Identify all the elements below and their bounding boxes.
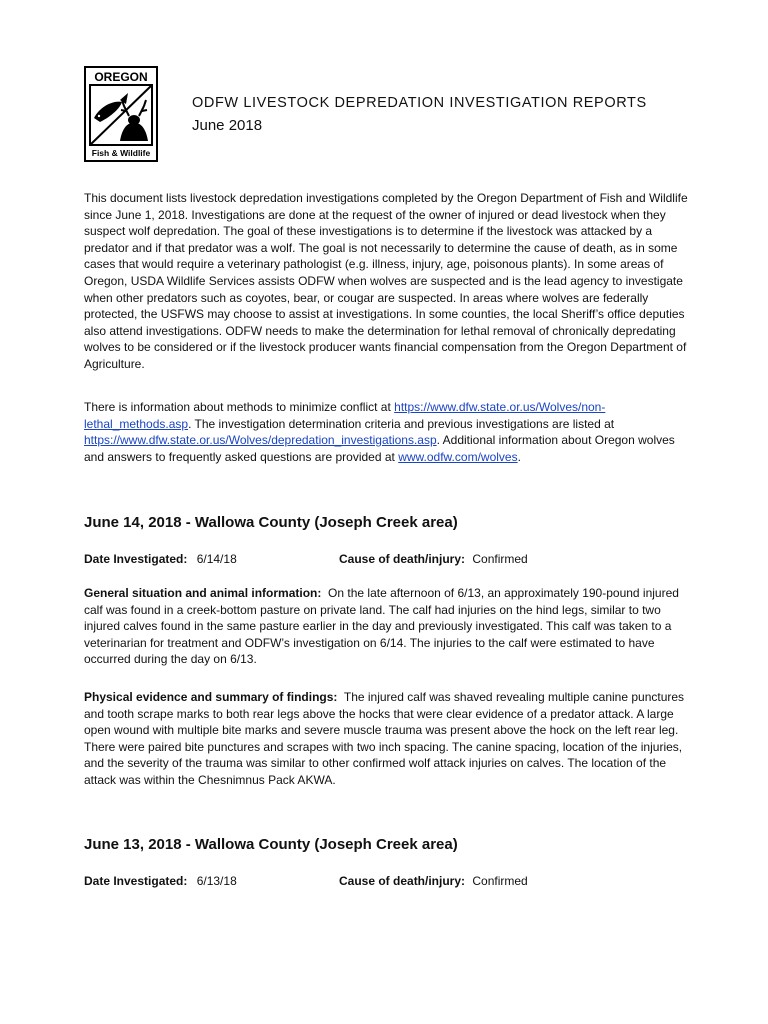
resources-text-1: There is information about methods to minimize conflict at <box>84 400 395 414</box>
date-investigated-label: Date Investigated: <box>84 874 188 888</box>
non-lethal-methods-link[interactable]: https://www.dfw.state.or.us/Wolves/non-lethal_methods.asp <box>84 400 606 431</box>
odfw-wolves-link[interactable]: www.odfw.com/wolves <box>398 449 518 464</box>
cause-cell <box>339 874 528 888</box>
report-meta-june-14 <box>84 552 688 566</box>
physical-evidence-text: The injured calf was shaved revealing multiple canine punctures and tooth scrape marks to both rear legs above the hocks that were clear evidence of a predator attack. A large open wound with multiple bite marks and severe muscle trauma was present above the hock on the left rear leg. There were paired bite punctures and scrapes with two inch spacing. The canine spacing, location of the injuries, and the severity of the trauma was similar to other confirmed wolf attack injuries on calves. The location of the attack was within the Chesnimnus Pack AKWA. <box>84 690 685 787</box>
date-investigated-value: 6/13/18 <box>196 874 237 888</box>
general-situation-text: On the late afternoon of 6/13, an approximately 190-pound injured calf was found in a creek-bottom pasture on private land. The calf had injuries on the hind legs, similar to two injured calves found in the same pasture earlier in the day and previously investigated. This calf was taken to a veterinarian for treatment and ODFW’s investigation on 6/14. The injuries to the calf were estimated to have occurred during the day on 6/13. <box>84 586 679 667</box>
document-date: June 2018 <box>192 117 263 134</box>
resources-text-2: . The investigation determination criteria and previous investigations are listed at <box>188 416 615 431</box>
cause-cell <box>339 552 528 566</box>
document-title: ODFW LIVESTOCK DEPREDATION INVESTIGATION REPORTS <box>192 95 647 111</box>
logo-top-text: OREGON <box>94 70 148 84</box>
report-meta-june-13 <box>84 874 688 888</box>
depredation-investigations-link[interactable]: https://www.dfw.state.or.us/Wolves/depredation_investigations.asp <box>84 433 437 448</box>
cause-value: Confirmed <box>472 874 528 888</box>
odfw-logo <box>84 66 158 162</box>
resources-text-3: . Additional information about Oregon wolves and answers to frequently asked questions are provided at <box>84 433 675 464</box>
date-investigated-label: Date Investigated: <box>84 552 188 566</box>
report-heading-june-13: June 13, 2018 - Wallowa County (Joseph Creek area) <box>84 836 458 853</box>
general-situation-paragraph <box>84 585 688 668</box>
cause-label: Cause of death/injury: <box>339 874 466 888</box>
report-heading-june-14: June 14, 2018 - Wallowa County (Joseph Creek area) <box>84 514 458 531</box>
intro-paragraph: This document lists livestock depredation investigations completed by the Oregon Department of Fish and Wildlife since June 1, 2018. Investigations are done at the request of the owner of injured or dead livestock when they suspect wolf depredation. The goal of these investigations is to determine if the livestock was attacked by a predator and if that predator was a wolf. The goal is not necessarily to determine the cause of death, as in some cases that would require a veterinary pathologist (e.g. illness, injury, age, poisonous plants). In some areas of Oregon, USDA Wildlife Services assists ODFW when wolves are suspected and is the lead agency to investigate when other predators such as coyotes, bear, or cougar are suspected. In areas where wolves are federally protected, the USFWS may choose to assist at investigations. In some counties, the local Sheriff’s office deputies also attend investigations. ODFW needs to make the determination for lethal removal of chronically depredating wolves to be considered or if the livestock producer wants financial compensation from the Oregon Department of Agriculture. <box>84 191 688 371</box>
resources-text-4: . <box>517 449 521 464</box>
date-investigated-value: 6/14/18 <box>196 552 237 566</box>
resources-paragraph <box>84 399 688 465</box>
general-situation-label: General situation and animal information: <box>84 586 322 600</box>
cause-label: Cause of death/injury: <box>339 552 466 566</box>
cause-value: Confirmed <box>472 552 528 566</box>
physical-evidence-label: Physical evidence and summary of findings: <box>84 690 338 704</box>
physical-evidence-paragraph <box>84 689 688 789</box>
logo-bottom-text: Fish & Wildlife <box>91 148 151 158</box>
